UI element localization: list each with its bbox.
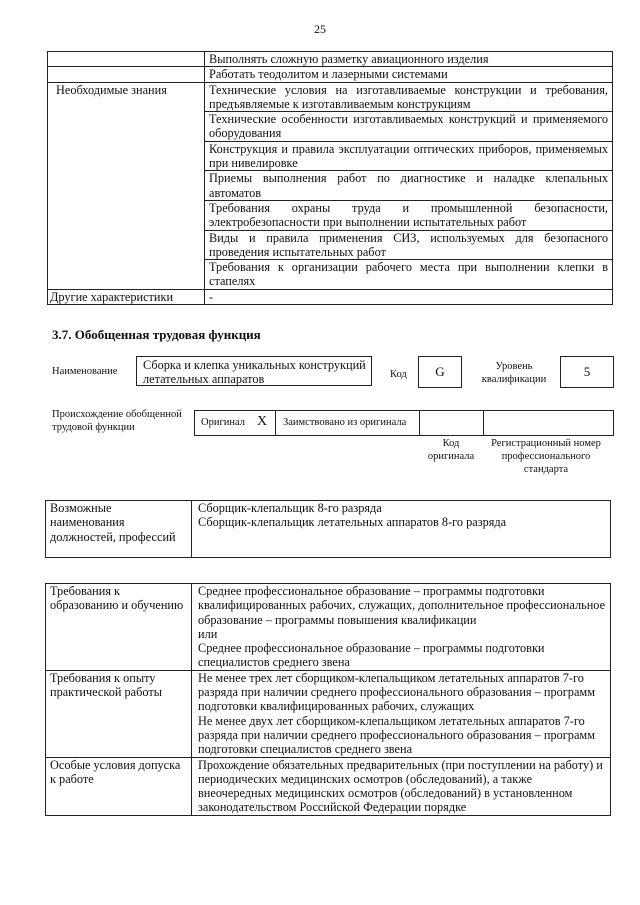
level-label: Уровень квалификации	[481, 361, 547, 385]
knowledge-item: Конструкция и правила эксплуатации оптических приборов, применяемых при нивелировке	[205, 141, 613, 171]
position-item: Сборщик-клепальщик 8-го разряда	[198, 501, 382, 515]
reg-number-label: Регистрационный номер профессионального стандарта	[491, 438, 601, 475]
special-conditions-value: Прохождение обязательных предварительных (при поступлении на работу) и периодических медицинских осмотров (обследований), а также внеочередных медицинских осмотров (обследований) в установленном законодательством Российской Федерации порядке	[192, 757, 611, 815]
positions-label: Возможные наименования должностей, профессий	[46, 501, 192, 558]
special-conditions-label: Особые условия допуска к работе	[46, 757, 192, 815]
code-value: G	[418, 356, 462, 388]
education-line: Среднее профессиональное образование – программы подготовки квалифицированных рабочих, служащих, дополнительное профессиональное образование – программы повышения квалификации	[198, 584, 606, 627]
positions-table	[45, 500, 611, 558]
knowledge-item: Приемы выполнения работ по диагностике и наладке клепальных автоматов	[205, 171, 613, 201]
knowledge-item: Виды и правила применения СИЗ, используемых для безопасного проведения испытательных работ	[205, 230, 613, 260]
page-number: 25	[314, 22, 326, 36]
experience-label: Требования к опыту практической работы	[46, 670, 192, 757]
name-label: Наименование	[52, 366, 118, 377]
section-title: 3.7. Обобщенная трудовая функция	[52, 327, 261, 342]
skill-cell: Работать теодолитом и лазерными системами	[205, 67, 613, 82]
function-name: Сборка и клепка уникальных конструкций летательных аппаратов	[136, 356, 372, 386]
origin-label: Происхождение обобщенной трудовой функции	[52, 409, 182, 433]
knowledge-label: Необходимые знания	[48, 82, 205, 289]
empty-label-cell	[48, 52, 205, 67]
original-label: Оригинал	[201, 417, 245, 428]
requirements-table	[45, 583, 611, 816]
education-line: или	[198, 626, 218, 641]
origin-row	[194, 410, 614, 436]
other-label: Другие характеристики	[48, 289, 205, 304]
code-original-label: Код оригинала	[427, 438, 475, 462]
position-item: Сборщик-клепальщик летательных аппаратов 8-го разряда	[198, 515, 507, 530]
level-value: 5	[560, 356, 614, 388]
education-line: Среднее профессиональное образование – программы подготовки специалистов среднего звена	[198, 641, 545, 670]
other-value: -	[205, 289, 613, 304]
experience-line: Не менее двух лет сборщиком-клепальщиком летательных аппаратов 7-го разряда при наличии среднего профессионального образования – программ подготовки специалистов среднего звена	[198, 713, 595, 757]
knowledge-item: Требования к организации рабочего места при выполнении клепки в стапелях	[205, 260, 613, 290]
code-label: Код	[390, 369, 407, 380]
skill-cell: Выполнять сложную разметку авиационного изделия	[205, 52, 613, 67]
knowledge-table	[47, 51, 613, 305]
education-label: Требования к образованию и обучению	[46, 584, 192, 671]
original-mark: X	[257, 414, 268, 429]
knowledge-item: Технические условия на изготавливаемые конструкции и требования, предъявляемые к изготавливаемым конструкциям	[205, 82, 613, 112]
knowledge-item: Требования охраны труда и промышленной безопасности, электробезопасности при выполнении испытательных работ	[205, 200, 613, 230]
knowledge-item: Технические особенности изготавливаемых конструкций и применяемого оборудования	[205, 112, 613, 142]
borrowed-label: Заимствовано из оригинала	[283, 417, 407, 428]
experience-line: Не менее трех лет сборщиком-клепальщиком летательных аппаратов 7-го разряда при наличии среднего профессионального образования – программ подготовки квалифицированных рабочих, служащих	[198, 670, 595, 714]
